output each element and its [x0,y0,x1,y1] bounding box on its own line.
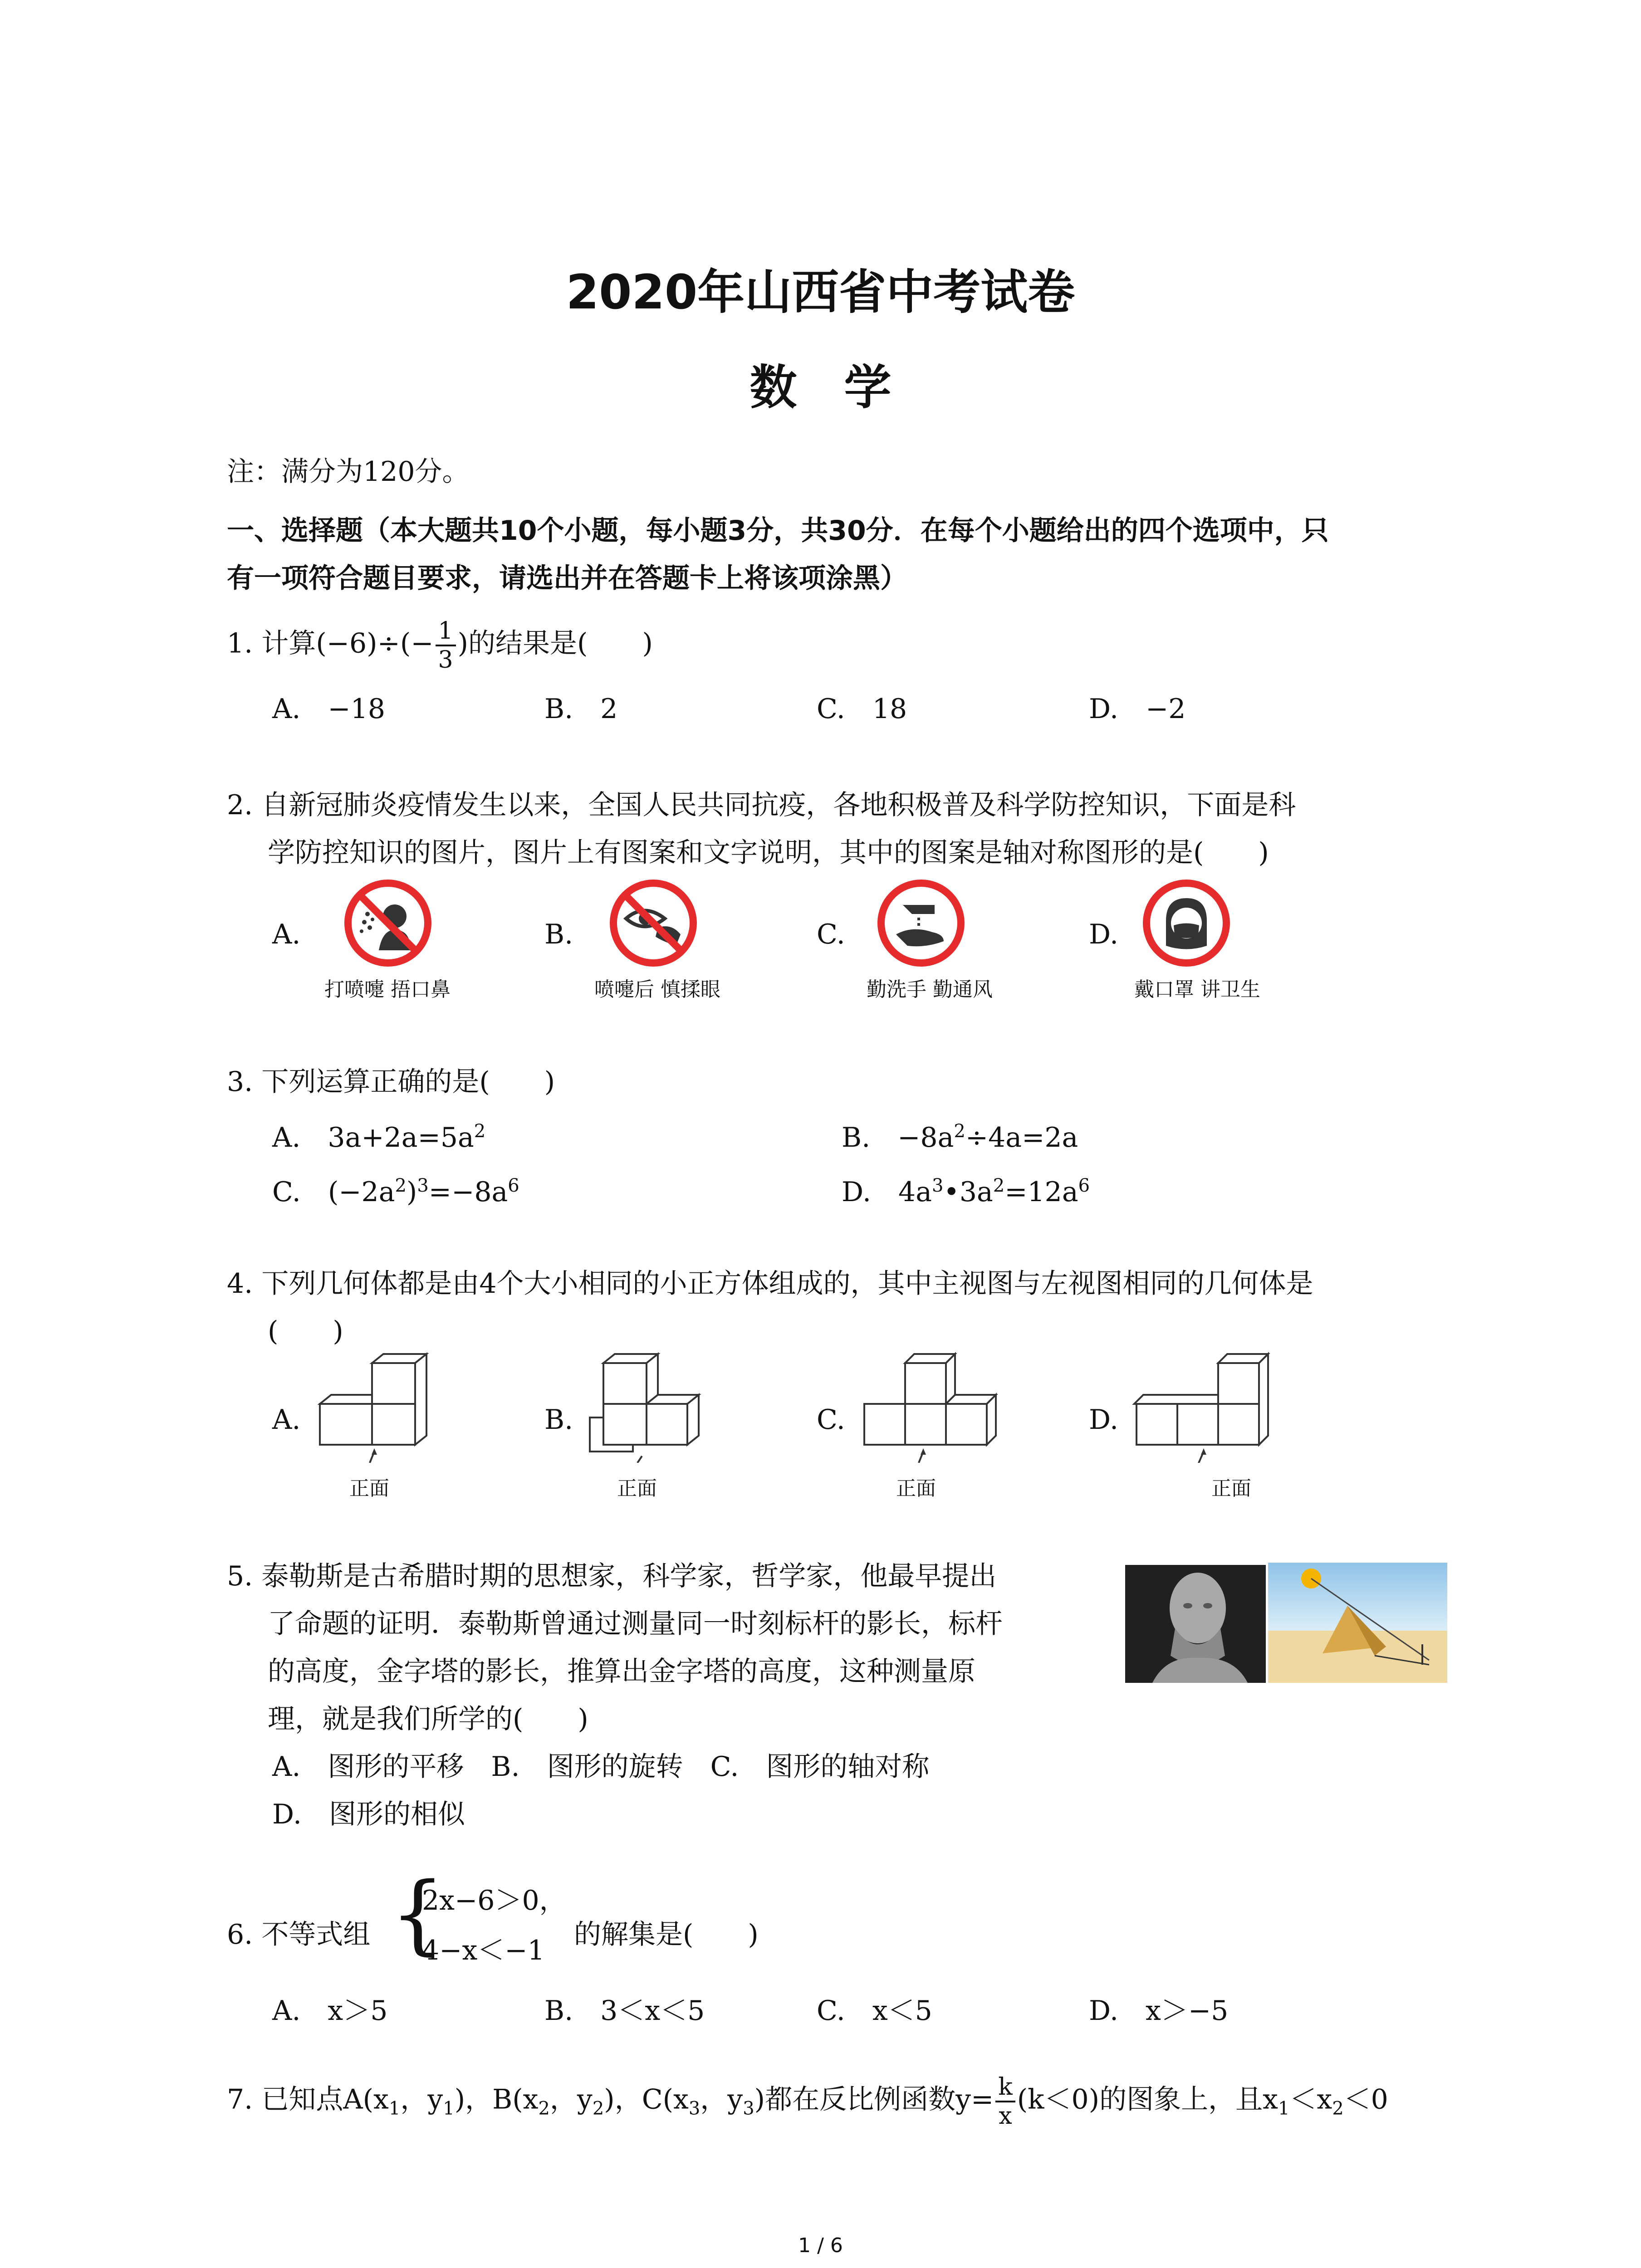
q2-label-d: D. [1089,919,1119,950]
q4-front-label-c: 正面 [896,1477,936,1500]
question-1-stem: 1. 计算(−6)÷(− $\frac{1}{3}$ )的结果是( ) [227,617,653,674]
question-5-line3: 的高度，金字塔的影长，推算出金字塔的高度，这种测量原 [268,1656,975,1687]
question-5-line4: 理，就是我们所学的( ) [268,1703,588,1735]
handwashing-icon [876,878,966,968]
question-6-lead: 6. 不等式组 [227,1919,371,1950]
q2-caption-b: 喷嚏后 慎揉眼 [594,978,720,1001]
q4-front-label-d: 正面 [1211,1477,1251,1500]
q2-caption-a: 打喷嚏 捂口鼻 [324,978,451,1001]
question-2-line1: 2. 自新冠肺炎疫情发生以来，全国人民共同抗疫，各地积极普及科学防控知识，下面是科 [227,789,1296,821]
q4-label-b: B. [544,1404,573,1436]
question-7-stem: 7. 已知点$A(x_1$，$y_1$)，$B(x_2$，$y_2$)，$C(x_3$，$y_3$)都在反比例函数y= $\frac{k}{x}$ (k＜0)的图象上，且$x_1<x_2<0$ [227,2073,1388,2130]
score-note: 注：满分为120分。 [227,456,470,488]
q6-option-c: C. x＜5 [817,1995,932,2027]
q1-option-a: A. −18 [272,693,386,725]
exam-title: 2020年山西省中考试卷 [566,264,1075,320]
q6-option-d: D. x＞−5 [1089,1995,1229,2027]
section-heading-line2: 有一项符合题目要求，请选出并在答题卡上将该项涂黑） [227,562,907,594]
question-2-line2: 学防控知识的图片，图片上有图案和文字说明，其中的图案是轴对称图形的是( ) [268,837,1269,869]
question-3-stem: 3. 下列运算正确的是( ) [227,1066,555,1098]
q3-option-a: A. $3a+2a=5a^2$ [272,1121,486,1154]
question-4-line1: 4. 下列几何体都是由4个大小相同的小正方体组成的，其中主视图与左视图相同的几何体是 [227,1268,1313,1300]
no-sneezing-icon [343,878,433,968]
q5-options-line1: A. 图形的平移 B. 图形的旋转 C. 图形的轴对称 [272,1751,930,1783]
question-5-line2: 了命题的证明．泰勒斯曾通过测量同一时刻标杆的影长，标杆 [268,1608,1003,1640]
cube-figure-b [585,1349,703,1463]
fraction: $\frac{k}{x}$ [995,2075,1015,2128]
thales-bust-image [1125,1565,1266,1683]
face-mask-icon [1141,878,1232,968]
q5-options-line2: D. 图形的相似 [272,1799,465,1830]
q2-label-b: B. [544,919,573,950]
q6-option-b: B. 3＜x＜5 [544,1995,705,2027]
cube-figure-a [318,1349,436,1463]
q2-label-a: A. [272,919,301,950]
q4-label-a: A. [272,1404,301,1436]
subject-title: 数 学 [749,360,892,415]
q2-label-c: C. [817,919,845,950]
no-eye-rubbing-icon [608,878,699,968]
q3-option-d: D. $4a^3•3a^2=12a^6$ [842,1175,1090,1208]
section-heading-line1: 一、选择题（本大题共10个小题，每小题3分，共30分．在每个小题给出的四个选项中，只 [227,515,1329,547]
question-5-line1: 5. 泰勒斯是古希腊时期的思想家，科学家，哲学家，他最早提出 [227,1560,997,1592]
q3-option-c: C. $(-2a^2)^3=-8a^6$ [272,1175,519,1208]
q4-label-c: C. [817,1404,845,1436]
fraction: $\frac{1}{3}$ [436,619,456,672]
q4-front-label-b: 正面 [617,1477,657,1500]
q4-label-d: D. [1089,1404,1119,1436]
inequality-1: 2x−6＞0， [422,1885,567,1916]
system-brace: { [390,1864,445,1964]
q1-option-b: B. 2 [544,693,618,725]
q6-option-a: A. x＞5 [272,1995,388,2027]
cube-figure-d [1130,1349,1279,1463]
q2-caption-c: 勤洗手 勤通风 [867,978,993,1001]
question-6-tail: 的解集是( ) [574,1919,759,1950]
question-4-line2: ( ) [268,1315,343,1347]
pyramid-shadow-image [1268,1563,1447,1683]
q1-option-c: C. 18 [817,693,907,725]
q1-option-d: D. −2 [1089,693,1186,725]
q4-front-label-a: 正面 [349,1477,389,1500]
inequality-2: 4−x＜−1 [422,1935,545,1966]
cube-figure-c [860,1349,1005,1463]
page-number: 1 / 6 [798,2234,843,2257]
q3-option-b: B. $-8a^2\div 4a=2a$ [842,1121,1078,1154]
q2-caption-d: 戴口罩 讲卫生 [1134,978,1260,1001]
